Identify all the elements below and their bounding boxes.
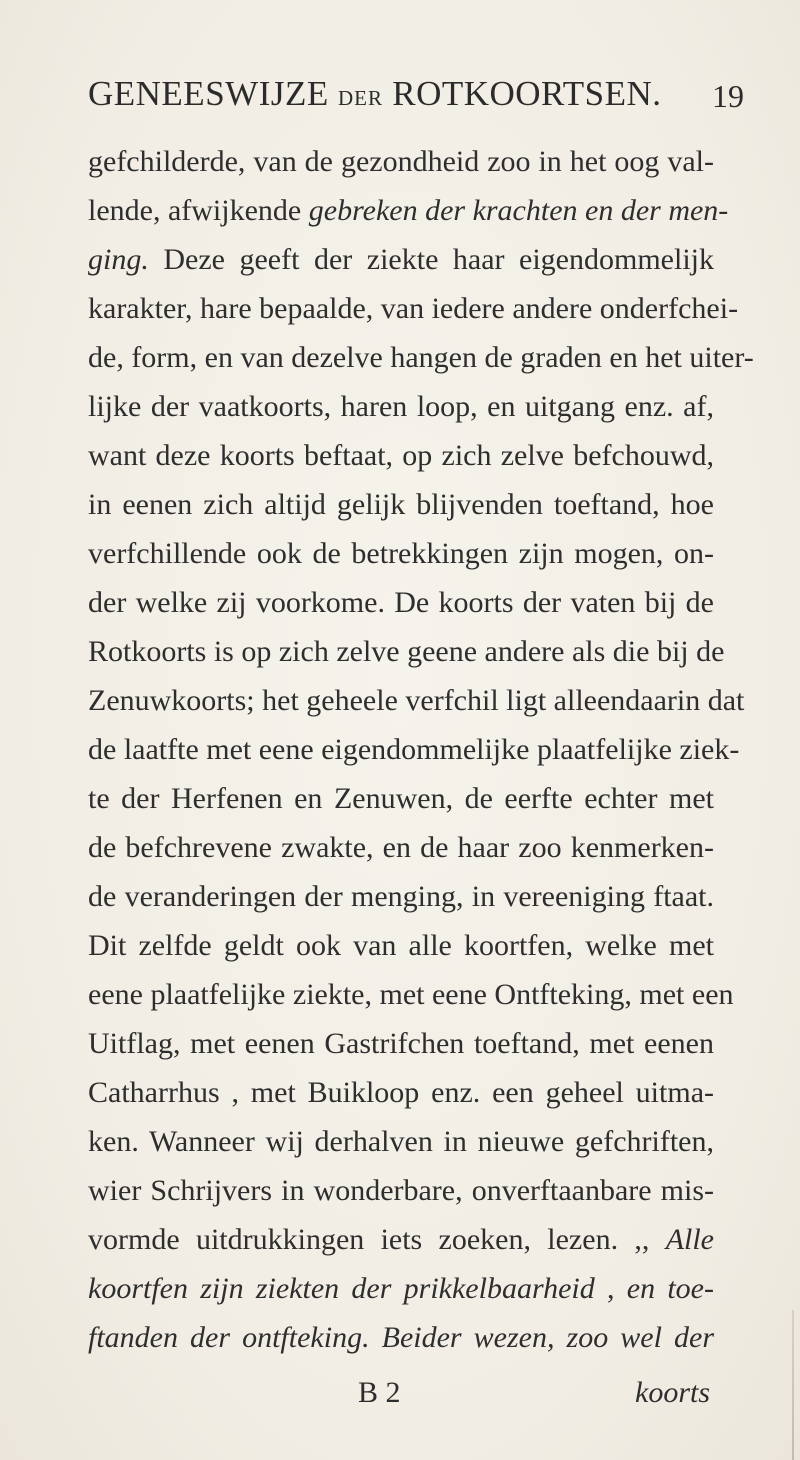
italic-segment: koortfen zijn ziekten der prikkelbaarheid	[88, 1272, 595, 1305]
running-head	[88, 74, 708, 134]
text-line: lijke der vaatkoorts, haren loop, en uitgang enz. af,	[88, 390, 714, 423]
text-line: der welke zij voorkome. De koorts der vaten bij de	[88, 586, 714, 619]
text-line	[88, 187, 729, 235]
text-line	[88, 236, 714, 284]
text-line	[88, 1314, 714, 1362]
text-line: Rotkoorts is op zich zelve geene andere als die bij de	[88, 635, 725, 668]
text-segment: lende, afwijkende	[88, 194, 309, 227]
page-footer	[88, 1369, 714, 1417]
italic-segment: Alle	[665, 1223, 714, 1256]
signature-mark: B 2	[358, 1376, 401, 1409]
text-line: wier Schrijvers in wonderbare, onverftaanbare mis-	[88, 1174, 714, 1207]
text-line: Dit zelfde geldt ook van alle koortfen, welke met	[88, 929, 714, 962]
text-line: de, form, en van dezelve hangen de graden en het uiter-	[88, 341, 754, 374]
text-line: in eenen zich altijd gelijk blijvenden toeftand, hoe	[88, 488, 714, 521]
text-line: ken. Wanneer wij derhalven in nieuwe gefchriften,	[88, 1125, 714, 1158]
italic-segment: ftanden der ontfteking. Beider wezen, zoo wel der	[88, 1321, 714, 1354]
text-line: Zenuwkoorts; het geheele verfchil ligt alleendaarin dat	[88, 684, 745, 717]
text-line	[88, 1265, 714, 1313]
text-line: verfchillende ook de betrekkingen zijn mogen, on-	[88, 537, 714, 570]
text-segment: ,	[594, 1272, 627, 1305]
catchword: koorts	[635, 1376, 710, 1409]
text-line: de laatfte met eene eigendommelijke plaatfelijke ziek-	[88, 733, 740, 766]
text-line: eene plaatfelijke ziekte, met eene Ontfteking, met een	[88, 978, 734, 1011]
text-line: Uitflag, met eenen Gastrifchen toeftand, met eenen	[88, 1027, 714, 1060]
text-line: de veranderingen der menging, in vereeniging ftaat.	[88, 880, 714, 913]
page-number: 19	[712, 78, 744, 114]
text-segment: vormde uitdrukkingen iets zoeken, lezen. ,,	[88, 1223, 666, 1256]
text-line: gefchilderde, van de gezondheid zoo in het oog val-	[88, 145, 714, 178]
italic-segment: gebreken der krachten en der men-	[308, 194, 729, 227]
italic-segment: en toe-	[626, 1272, 714, 1305]
page-edge-shadow	[792, 1310, 794, 1460]
text-line	[88, 1216, 714, 1264]
text-segment: Deze geeft der ziekte haar eigendommelijk	[148, 243, 714, 276]
text-line: want deze koorts beftaat, op zich zelve befchouwd,	[88, 439, 714, 472]
text-line: te der Herfenen en Zenuwen, de eerfte echter met	[88, 782, 714, 815]
italic-segment: ging.	[88, 243, 149, 276]
text-line: de befchrevene zwakte, en de haar zoo kenmerken-	[88, 831, 714, 864]
running-head-title-part3: ROTKOORTSEN.	[392, 74, 662, 113]
text-line: karakter, hare bepaalde, van iedere andere onderfchei-	[88, 292, 739, 325]
running-head-title-part2: DER	[337, 86, 383, 110]
text-line: Catharrhus , met Buikloop enz. een geheel uitma-	[88, 1076, 714, 1109]
running-head-title-part1: GENEESWIJZE	[88, 74, 329, 113]
